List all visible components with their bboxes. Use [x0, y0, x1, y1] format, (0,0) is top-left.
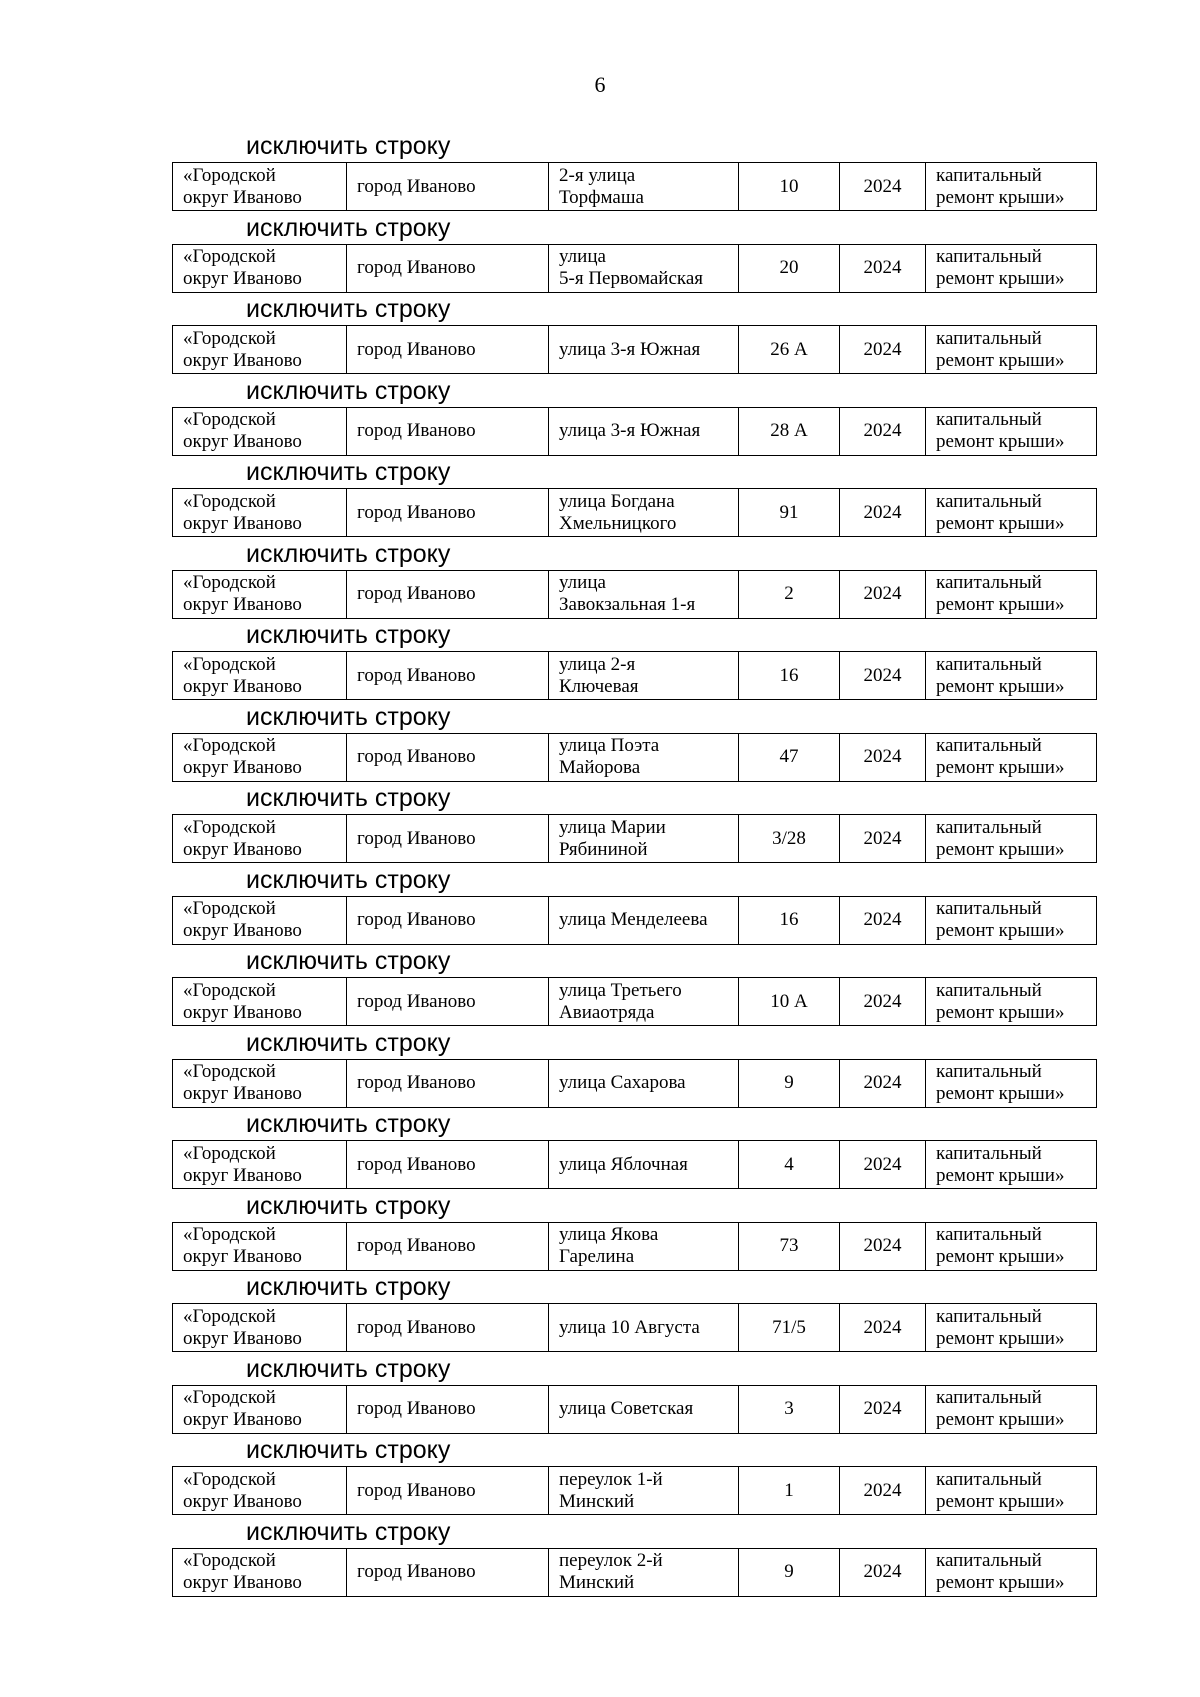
- amendment-entry: [172, 945, 1096, 1027]
- exclude-row-instruction: исключить строку: [246, 132, 451, 160]
- municipality-cell-line: округ Иваново: [183, 186, 302, 208]
- municipality-cell-line: «Городской: [183, 735, 276, 756]
- municipality-cell-line: «Городской: [183, 572, 276, 593]
- municipality-cell: [173, 1222, 347, 1270]
- municipality-cell: [173, 1304, 347, 1352]
- municipality-cell-line: «Городской: [183, 1061, 276, 1082]
- exclude-row-instruction: исключить строку: [246, 784, 451, 812]
- work-type-cell-line: капитальный: [936, 898, 1042, 919]
- street-cell-line: Ключевая: [559, 675, 639, 697]
- municipality-cell: [173, 244, 347, 292]
- year-cell: 2024: [840, 1222, 926, 1270]
- municipality-cell-line: округ Иваново: [183, 1083, 302, 1104]
- street-cell-line: Авиаотряда: [559, 1001, 655, 1023]
- street-cell: [549, 244, 739, 292]
- year-cell: 2024: [840, 1141, 926, 1189]
- house-number-cell: 9: [739, 1059, 840, 1107]
- work-type-cell-line: капитальный: [936, 816, 1042, 838]
- amendment-entry: [172, 1434, 1096, 1516]
- exclude-row-instruction: исключить строку: [246, 1517, 451, 1546]
- street-cell-line: улица 3-я Южная: [559, 338, 701, 360]
- settlement-cell: город Иваново: [347, 570, 549, 618]
- table-row: [172, 1059, 1097, 1108]
- street-cell-line: улица: [559, 572, 606, 593]
- street-cell: [549, 896, 739, 944]
- work-type-cell-line: капитальный: [936, 490, 1042, 512]
- municipality-cell-line: «Городской: [183, 409, 276, 430]
- settlement-cell: город Иваново: [347, 326, 549, 374]
- work-type-cell-line: капитальный: [936, 409, 1042, 430]
- work-type-cell: [926, 570, 1097, 618]
- street-cell-line: улица Менделеева: [559, 909, 708, 930]
- municipality-cell: [173, 896, 347, 944]
- exclude-row-instruction: исключить строку: [246, 1436, 451, 1464]
- table-row: [172, 1303, 1097, 1352]
- house-number-cell: 10: [739, 163, 840, 211]
- year-cell: 2024: [840, 570, 926, 618]
- municipality-cell: [173, 733, 347, 781]
- work-type-cell-line: ремонт крыши»: [936, 512, 1065, 534]
- work-type-cell-line: ремонт крыши»: [936, 1409, 1065, 1430]
- work-type-cell-line: ремонт крыши»: [936, 268, 1065, 289]
- work-type-cell: [926, 489, 1097, 537]
- municipality-cell-line: округ Иваново: [183, 920, 302, 941]
- street-cell-line: улица Сахарова: [559, 1072, 686, 1093]
- work-type-cell-line: ремонт крыши»: [936, 594, 1065, 615]
- work-type-cell-line: ремонт крыши»: [936, 920, 1065, 941]
- street-cell-line: улица Поэта: [559, 735, 660, 756]
- work-type-cell: [926, 1304, 1097, 1352]
- street-cell: [549, 570, 739, 618]
- street-cell: [549, 1548, 739, 1596]
- table-row: [172, 325, 1097, 374]
- exclude-row-instruction: исключить строку: [246, 458, 451, 486]
- amendment-entry: [172, 538, 1096, 620]
- work-type-cell: [926, 1141, 1097, 1189]
- house-number-cell: 47: [739, 733, 840, 781]
- street-cell-line: 5-я Первомайская: [559, 268, 703, 289]
- work-type-cell: [926, 652, 1097, 700]
- table-row: [172, 1466, 1097, 1515]
- street-cell-line: Майорова: [559, 757, 641, 778]
- street-cell: [549, 733, 739, 781]
- municipality-cell-line: округ Иваново: [183, 1572, 302, 1593]
- settlement-cell: город Иваново: [347, 1467, 549, 1515]
- municipality-cell-line: округ Иваново: [183, 349, 302, 371]
- municipality-cell-line: «Городской: [183, 490, 276, 512]
- work-type-cell-line: капитальный: [936, 1305, 1042, 1327]
- work-type-cell-line: капитальный: [936, 653, 1042, 675]
- amendment-entry: [172, 456, 1096, 538]
- table-row: [172, 1548, 1097, 1597]
- amendment-entry: [172, 1516, 1096, 1598]
- table-row: [172, 244, 1097, 293]
- street-cell: [549, 407, 739, 455]
- amendment-list: [172, 130, 1096, 1597]
- municipality-cell: [173, 489, 347, 537]
- work-type-cell-line: ремонт крыши»: [936, 1083, 1065, 1104]
- municipality-cell: [173, 407, 347, 455]
- exclude-row-instruction: исключить строку: [246, 621, 451, 649]
- street-cell: [549, 489, 739, 537]
- municipality-cell-line: «Городской: [183, 1305, 276, 1327]
- work-type-cell-line: капитальный: [936, 735, 1042, 756]
- work-type-cell: [926, 896, 1097, 944]
- table-row: [172, 488, 1097, 537]
- work-type-cell-line: капитальный: [936, 164, 1042, 186]
- work-type-cell: [926, 407, 1097, 455]
- municipality-cell-line: округ Иваново: [183, 268, 302, 289]
- table-row: [172, 1385, 1097, 1434]
- work-type-cell: [926, 1467, 1097, 1515]
- work-type-cell: [926, 163, 1097, 211]
- year-cell: 2024: [840, 733, 926, 781]
- year-cell: 2024: [840, 652, 926, 700]
- municipality-cell-line: округ Иваново: [183, 431, 302, 452]
- settlement-cell: город Иваново: [347, 407, 549, 455]
- work-type-cell: [926, 1548, 1097, 1596]
- exclude-row-instruction: исключить строку: [246, 1028, 451, 1057]
- exclude-row-instruction: исключить строку: [246, 865, 451, 894]
- table-row: [172, 1140, 1097, 1189]
- work-type-cell-line: капитальный: [936, 1387, 1042, 1408]
- settlement-cell: город Иваново: [347, 978, 549, 1026]
- street-cell-line: переулок 2-й: [559, 1550, 663, 1571]
- amendment-entry: [172, 782, 1096, 864]
- settlement-cell: город Иваново: [347, 1059, 549, 1107]
- street-cell-line: улица Якова: [559, 1224, 659, 1245]
- table-row: [172, 814, 1097, 863]
- municipality-cell-line: «Городской: [183, 1550, 276, 1571]
- table-row: [172, 162, 1097, 211]
- amendment-entry: [172, 1190, 1096, 1272]
- municipality-cell: [173, 1059, 347, 1107]
- exclude-row-instruction: исключить строку: [246, 295, 451, 323]
- municipality-cell-line: «Городской: [183, 979, 276, 1001]
- municipality-cell: [173, 1467, 347, 1515]
- work-type-cell-line: ремонт крыши»: [936, 349, 1065, 371]
- street-cell-line: улица Советская: [559, 1398, 694, 1419]
- municipality-cell: [173, 163, 347, 211]
- work-type-cell-line: капитальный: [936, 246, 1042, 267]
- municipality-cell: [173, 570, 347, 618]
- house-number-cell: 73: [739, 1222, 840, 1270]
- municipality-cell-line: округ Иваново: [183, 1409, 302, 1430]
- table-row: [172, 407, 1097, 456]
- table-row: [172, 977, 1097, 1026]
- house-number-cell: 3: [739, 1385, 840, 1433]
- street-cell: [549, 1141, 739, 1189]
- settlement-cell: город Иваново: [347, 896, 549, 944]
- work-type-cell-line: капитальный: [936, 1061, 1042, 1082]
- settlement-cell: город Иваново: [347, 1548, 549, 1596]
- street-cell-line: улица: [559, 246, 606, 267]
- amendment-entry: [172, 1027, 1096, 1109]
- amendment-entry: [172, 1108, 1096, 1190]
- municipality-cell-line: «Городской: [183, 653, 276, 675]
- street-cell-line: переулок 1-й: [559, 1468, 663, 1490]
- year-cell: 2024: [840, 1548, 926, 1596]
- work-type-cell: [926, 1222, 1097, 1270]
- municipality-cell-line: округ Иваново: [183, 1001, 302, 1023]
- exclude-row-instruction: исключить строку: [246, 1354, 451, 1383]
- house-number-cell: 71/5: [739, 1304, 840, 1352]
- year-cell: 2024: [840, 1304, 926, 1352]
- settlement-cell: город Иваново: [347, 1385, 549, 1433]
- street-cell: [549, 326, 739, 374]
- settlement-cell: город Иваново: [347, 163, 549, 211]
- work-type-cell-line: ремонт крыши»: [936, 1164, 1065, 1186]
- work-type-cell-line: капитальный: [936, 1142, 1042, 1164]
- year-cell: 2024: [840, 1467, 926, 1515]
- municipality-cell: [173, 1385, 347, 1433]
- work-type-cell-line: ремонт крыши»: [936, 757, 1065, 778]
- municipality-cell: [173, 652, 347, 700]
- street-cell-line: улица Яблочная: [559, 1153, 688, 1175]
- municipality-cell-line: «Городской: [183, 816, 276, 838]
- street-cell-line: улица Третьего: [559, 979, 682, 1001]
- house-number-cell: 20: [739, 244, 840, 292]
- street-cell-line: Торфмаша: [559, 186, 644, 208]
- municipality-cell: [173, 815, 347, 863]
- work-type-cell-line: ремонт крыши»: [936, 431, 1065, 452]
- year-cell: 2024: [840, 163, 926, 211]
- year-cell: 2024: [840, 326, 926, 374]
- street-cell: [549, 978, 739, 1026]
- municipality-cell-line: «Городской: [183, 1387, 276, 1408]
- amendment-entry: [172, 212, 1096, 294]
- municipality-cell-line: «Городской: [183, 164, 276, 186]
- street-cell-line: улица Богдана: [559, 490, 675, 512]
- settlement-cell: город Иваново: [347, 1222, 549, 1270]
- year-cell: 2024: [840, 244, 926, 292]
- year-cell: 2024: [840, 1059, 926, 1107]
- municipality-cell-line: «Городской: [183, 246, 276, 267]
- municipality-cell-line: округ Иваново: [183, 675, 302, 697]
- municipality-cell-line: округ Иваново: [183, 512, 302, 534]
- table-row: [172, 896, 1097, 945]
- municipality-cell-line: «Городской: [183, 1468, 276, 1490]
- amendment-entry: [172, 375, 1096, 457]
- work-type-cell-line: капитальный: [936, 1224, 1042, 1245]
- street-cell-line: Гарелина: [559, 1246, 635, 1267]
- work-type-cell-line: ремонт крыши»: [936, 1490, 1065, 1512]
- year-cell: 2024: [840, 815, 926, 863]
- house-number-cell: 16: [739, 652, 840, 700]
- table-row: [172, 1222, 1097, 1271]
- municipality-cell-line: «Городской: [183, 1224, 276, 1245]
- exclude-row-instruction: исключить строку: [246, 1191, 451, 1220]
- street-cell: [549, 1385, 739, 1433]
- settlement-cell: город Иваново: [347, 815, 549, 863]
- exclude-row-instruction: исключить строку: [246, 1273, 451, 1301]
- street-cell-line: Завокзальная 1-я: [559, 594, 696, 615]
- municipality-cell-line: округ Иваново: [183, 1327, 302, 1349]
- exclude-row-instruction: исключить строку: [246, 213, 451, 242]
- year-cell: 2024: [840, 896, 926, 944]
- house-number-cell: 4: [739, 1141, 840, 1189]
- street-cell-line: улица 3-я Южная: [559, 420, 701, 441]
- work-type-cell-line: ремонт крыши»: [936, 1246, 1065, 1267]
- municipality-cell-line: округ Иваново: [183, 1490, 302, 1512]
- work-type-cell-line: ремонт крыши»: [936, 838, 1065, 860]
- house-number-cell: 26 А: [739, 326, 840, 374]
- street-cell-line: Хмельницкого: [559, 512, 677, 534]
- house-number-cell: 10 А: [739, 978, 840, 1026]
- work-type-cell-line: капитальный: [936, 327, 1042, 349]
- settlement-cell: город Иваново: [347, 1304, 549, 1352]
- house-number-cell: 3/28: [739, 815, 840, 863]
- municipality-cell-line: «Городской: [183, 327, 276, 349]
- work-type-cell-line: капитальный: [936, 1550, 1042, 1571]
- table-row: [172, 651, 1097, 700]
- street-cell: [549, 1467, 739, 1515]
- municipality-cell-line: округ Иваново: [183, 1164, 302, 1186]
- amendment-entry: [172, 701, 1096, 783]
- settlement-cell: город Иваново: [347, 733, 549, 781]
- municipality-cell-line: округ Иваново: [183, 757, 302, 778]
- year-cell: 2024: [840, 1385, 926, 1433]
- work-type-cell-line: капитальный: [936, 1468, 1042, 1490]
- work-type-cell: [926, 1059, 1097, 1107]
- street-cell: [549, 652, 739, 700]
- work-type-cell-line: ремонт крыши»: [936, 675, 1065, 697]
- street-cell-line: улица Марии: [559, 816, 666, 838]
- settlement-cell: город Иваново: [347, 244, 549, 292]
- house-number-cell: 9: [739, 1548, 840, 1596]
- municipality-cell: [173, 326, 347, 374]
- year-cell: 2024: [840, 978, 926, 1026]
- work-type-cell: [926, 978, 1097, 1026]
- street-cell: [549, 815, 739, 863]
- street-cell-line: Минский: [559, 1572, 635, 1593]
- amendment-entry: [172, 619, 1096, 701]
- municipality-cell-line: округ Иваново: [183, 838, 302, 860]
- municipality-cell: [173, 1141, 347, 1189]
- year-cell: 2024: [840, 489, 926, 537]
- exclude-row-instruction: исключить строку: [246, 947, 451, 975]
- municipality-cell-line: «Городской: [183, 898, 276, 919]
- exclude-row-instruction: исключить строку: [246, 376, 451, 405]
- work-type-cell: [926, 244, 1097, 292]
- municipality-cell: [173, 1548, 347, 1596]
- work-type-cell-line: капитальный: [936, 979, 1042, 1001]
- year-cell: 2024: [840, 407, 926, 455]
- municipality-cell-line: «Городской: [183, 1142, 276, 1164]
- street-cell-line: Рябининой: [559, 838, 648, 860]
- amendment-entry: [172, 1353, 1096, 1435]
- house-number-cell: 1: [739, 1467, 840, 1515]
- settlement-cell: город Иваново: [347, 652, 549, 700]
- work-type-cell: [926, 815, 1097, 863]
- exclude-row-instruction: исключить строку: [246, 539, 451, 568]
- house-number-cell: 28 А: [739, 407, 840, 455]
- street-cell: [549, 163, 739, 211]
- municipality-cell-line: округ Иваново: [183, 594, 302, 615]
- work-type-cell-line: ремонт крыши»: [936, 1001, 1065, 1023]
- municipality-cell-line: округ Иваново: [183, 1246, 302, 1267]
- municipality-cell: [173, 978, 347, 1026]
- work-type-cell-line: ремонт крыши»: [936, 1572, 1065, 1593]
- street-cell: [549, 1059, 739, 1107]
- house-number-cell: 16: [739, 896, 840, 944]
- exclude-row-instruction: исключить строку: [246, 702, 451, 731]
- settlement-cell: город Иваново: [347, 489, 549, 537]
- work-type-cell: [926, 733, 1097, 781]
- work-type-cell: [926, 326, 1097, 374]
- page-number: 6: [594, 72, 606, 97]
- street-cell-line: 2-я улица: [559, 164, 636, 186]
- settlement-cell: город Иваново: [347, 1141, 549, 1189]
- amendment-entry: [172, 1271, 1096, 1353]
- street-cell-line: улица 10 Августа: [559, 1316, 700, 1338]
- amendment-entry: [172, 130, 1096, 212]
- amendment-entry: [172, 864, 1096, 946]
- table-row: [172, 733, 1097, 782]
- work-type-cell-line: капитальный: [936, 572, 1042, 593]
- street-cell: [549, 1304, 739, 1352]
- street-cell-line: Минский: [559, 1490, 635, 1512]
- house-number-cell: 91: [739, 489, 840, 537]
- exclude-row-instruction: исключить строку: [246, 1110, 451, 1138]
- amendment-entry: [172, 293, 1096, 375]
- street-cell: [549, 1222, 739, 1270]
- street-cell-line: улица 2-я: [559, 653, 636, 675]
- work-type-cell-line: ремонт крыши»: [936, 186, 1065, 208]
- house-number-cell: 2: [739, 570, 840, 618]
- work-type-cell-line: ремонт крыши»: [936, 1327, 1065, 1349]
- table-row: [172, 570, 1097, 619]
- work-type-cell: [926, 1385, 1097, 1433]
